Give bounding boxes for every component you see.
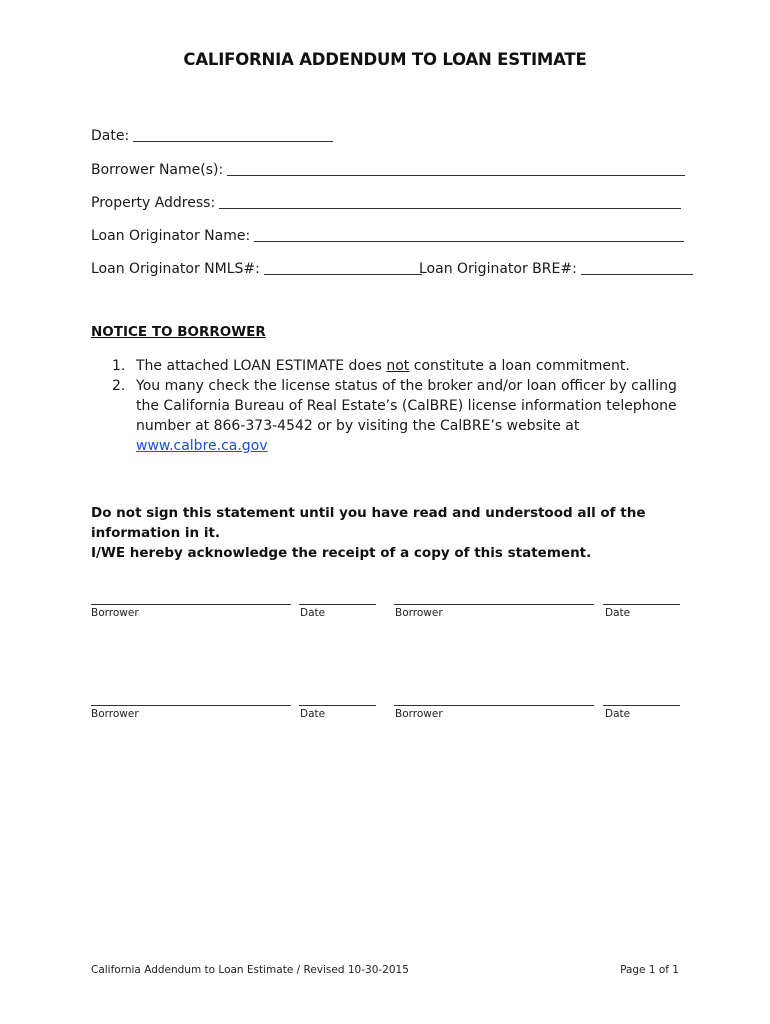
borrower-signature-line-3[interactable]	[91, 705, 291, 706]
footer-revision: California Addendum to Loan Estimate / Revised 10-30-2015	[91, 964, 409, 976]
property-address-field	[91, 191, 681, 211]
borrower-names-label: Borrower Name(s):	[91, 162, 224, 178]
borrower-signature-line-1[interactable]	[91, 604, 291, 605]
document-title: CALIFORNIA ADDENDUM TO LOAN ESTIMATE	[183, 50, 587, 69]
originator-bre-label: Loan Originator BRE#:	[419, 261, 577, 277]
notice-item-2-text	[136, 376, 696, 456]
originator-name-field	[91, 224, 684, 244]
date-signature-label-3: Date	[300, 708, 326, 720]
borrower-signature-label-4: Borrower	[395, 708, 443, 720]
notice-heading: NOTICE TO BORROWER	[91, 324, 266, 340]
property-address-label: Property Address:	[91, 195, 216, 211]
borrower-names-input-line[interactable]	[227, 161, 685, 176]
notice-item-1-text	[136, 356, 696, 376]
notice-item-1-text-before: The attached LOAN ESTIMATE does	[136, 358, 387, 374]
originator-nmls-label: Loan Originator NMLS#:	[91, 261, 260, 277]
date-signature-line-4[interactable]	[603, 705, 680, 706]
date-signature-label-4: Date	[605, 708, 631, 720]
notice-item-1-emphasis: not	[386, 358, 410, 374]
originator-bre-field	[419, 257, 693, 277]
borrower-signature-label-3: Borrower	[91, 708, 139, 720]
calbre-website-link[interactable]: www.calbre.ca.gov	[136, 438, 268, 454]
date-label: Date:	[91, 128, 130, 144]
originator-nmls-input-line[interactable]	[264, 260, 422, 275]
borrower-signature-label-1: Borrower	[91, 607, 139, 619]
borrower-signature-label-2: Borrower	[395, 607, 443, 619]
acknowledgement-line-1: Do not sign this statement until you have read and understood all of the information in it.	[91, 505, 646, 541]
property-address-input-line[interactable]	[219, 194, 681, 209]
notice-item-2-line-3: number at 866-373-4542 or by visiting the CalBRE’s website at	[136, 418, 580, 434]
borrower-signature-line-2[interactable]	[394, 604, 594, 605]
notice-item-2-line-1: You many check the license status of the broker and/or loan officer by calling	[136, 378, 677, 394]
notice-item-2-number: 2.	[112, 378, 126, 394]
originator-name-label: Loan Originator Name:	[91, 228, 251, 244]
notice-item-1-text-after: constitute a loan commitment.	[409, 358, 630, 374]
notice-item-1-number: 1.	[112, 358, 126, 374]
date-field	[91, 124, 333, 144]
date-signature-label-2: Date	[605, 607, 631, 619]
originator-name-input-line[interactable]	[254, 227, 684, 242]
acknowledgement-statement	[91, 503, 691, 563]
footer-page-number: Page 1 of 1	[620, 964, 679, 976]
acknowledgement-line-2: I/WE hereby acknowledge the receipt of a copy of this statement.	[91, 545, 592, 561]
notice-item-2-line-2: the California Bureau of Real Estate’s (CalBRE) license information telephone	[136, 398, 677, 414]
date-signature-line-3[interactable]	[299, 705, 376, 706]
originator-nmls-field	[91, 257, 422, 277]
date-signature-label-1: Date	[300, 607, 326, 619]
borrower-signature-line-4[interactable]	[394, 705, 594, 706]
originator-bre-input-line[interactable]	[581, 260, 693, 275]
date-input-line[interactable]	[133, 127, 333, 142]
date-signature-line-1[interactable]	[299, 604, 376, 605]
date-signature-line-2[interactable]	[603, 604, 680, 605]
borrower-names-field	[91, 158, 685, 178]
